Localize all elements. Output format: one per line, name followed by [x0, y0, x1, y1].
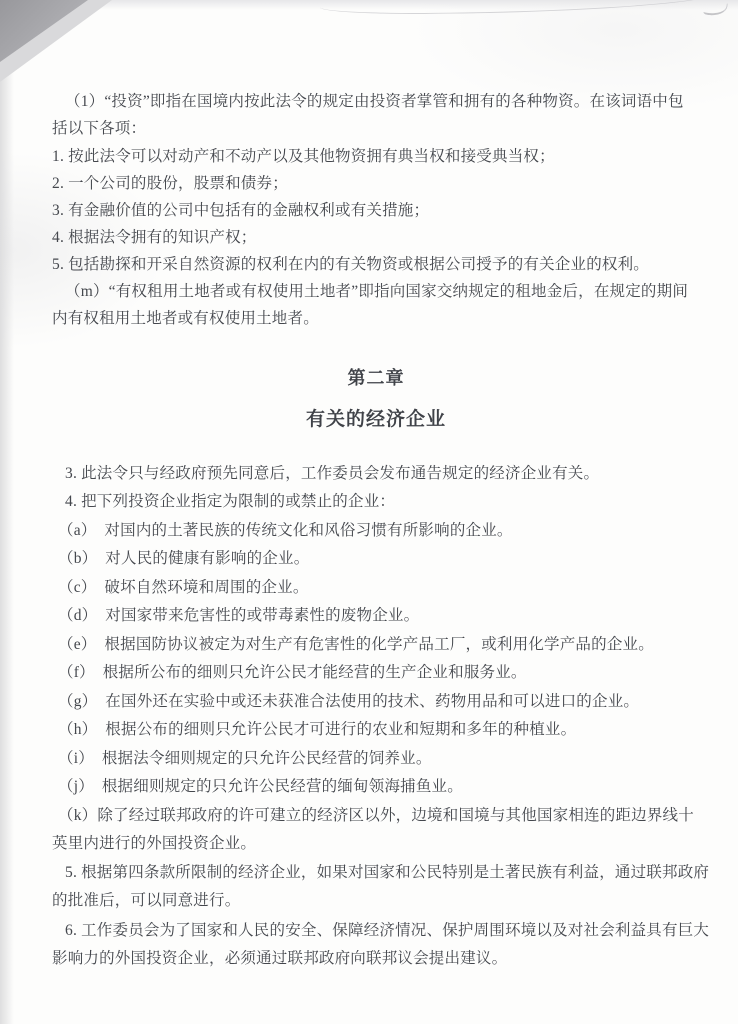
definition-investment-line1: （1）“投资”即指在国境内按此法令的规定由投资者掌管和拥有的各种物资。在该词语中包 — [65, 92, 684, 110]
restricted-item-g: （g） 在国外还在实验中或还未获准合法使用的技术、药物用品和可以进口的企业。 — [58, 692, 640, 710]
restricted-item-f: （f） 根据所公布的细则只允许公民才能经营的生产企业和服务业。 — [58, 664, 527, 681]
section-5-line2: 的批准后，可以同意进行。 — [52, 891, 241, 909]
definition-investment-line2: 括以下各项： — [52, 119, 147, 137]
definition-land-line2: 内有权租用土地者或有权使用土地者。 — [52, 309, 319, 327]
definition-subitem-1: 1. 按此法令可以对动产和不动产以及其他物资拥有典当权和接受典当权； — [52, 147, 555, 165]
section-4: 4. 把下列投资企业指定为限制的或禁止的企业： — [65, 492, 396, 510]
restricted-item-i: （i） 根据法令细则规定的只允许公民经营的饲养业。 — [58, 749, 432, 767]
definition-subitem-2: 2. 一个公司的股份，股票和债券； — [52, 174, 288, 192]
document-body — [52, 0, 710, 1024]
restricted-item-h: （h） 根据公布的细则只允许公民才可进行的农业和短期和多年的种植业。 — [58, 721, 577, 738]
definition-subitem-3: 3. 有金融价值的公司中包括有的金融权利或有关措施； — [52, 201, 430, 219]
section-6-line2: 影响力的外国投资企业，必须通过联邦政府向联邦议会提出建议。 — [52, 949, 508, 967]
restricted-item-k-line2: 英里内进行的外国投资企业。 — [52, 834, 257, 852]
restricted-item-a: （a） 对国内的土著民族的传统文化和风俗习惯有所影响的企业。 — [58, 521, 513, 539]
restricted-item-k-line1: （k）除了经过联邦政府的许可建立的经济区以外，边境和国境与其他国家相连的距边界线十 — [58, 806, 694, 824]
restricted-item-c: （c） 破坏自然环境和周围的企业。 — [58, 578, 309, 596]
scan-curl-mark — [703, 0, 728, 17]
chapter-number: 第二章 — [347, 367, 405, 388]
restricted-item-j: （j） 根据细则规定的只允许公民经营的缅甸领海捕鱼业。 — [58, 778, 463, 795]
section-5-line1: 5. 根据第四条款所限制的经济企业，如果对国家和公民特别是土著民族有利益，通过联邦政府 — [65, 863, 710, 881]
restricted-item-d: （d） 对国家带来危害性的或带毒素性的废物企业。 — [58, 607, 420, 624]
definition-subitem-4: 4. 根据法令拥有的知识产权； — [52, 228, 257, 246]
definition-subitem-5: 5. 包括勘探和开采自然资源的权利在内的有关物资或根据公司授予的有关企业的权利。 — [52, 255, 650, 273]
definition-land-line1: （m）“有权租用土地者或有权使用土地者”即指向国家交纳规定的租地金后，在规定的期间 — [65, 282, 689, 300]
restricted-item-b: （b） 对人民的健康有影响的企业。 — [58, 550, 310, 567]
scan-edge-left — [0, 0, 14, 1024]
restricted-item-e: （e） 根据国防协议被定为对生产有危害性的化学产品工厂，或利用化学产品的企业。 — [58, 635, 654, 653]
section-6-line1: 6. 工作委员会为了国家和人民的安全、保障经济情况、保护周围环境以及对社会利益具有巨大 — [65, 921, 710, 939]
section-3: 3. 此法令只与经政府预先同意后，工作委员会发布通告规定的经济企业有关。 — [65, 464, 600, 482]
chapter-title: 有关的经济企业 — [305, 409, 446, 430]
